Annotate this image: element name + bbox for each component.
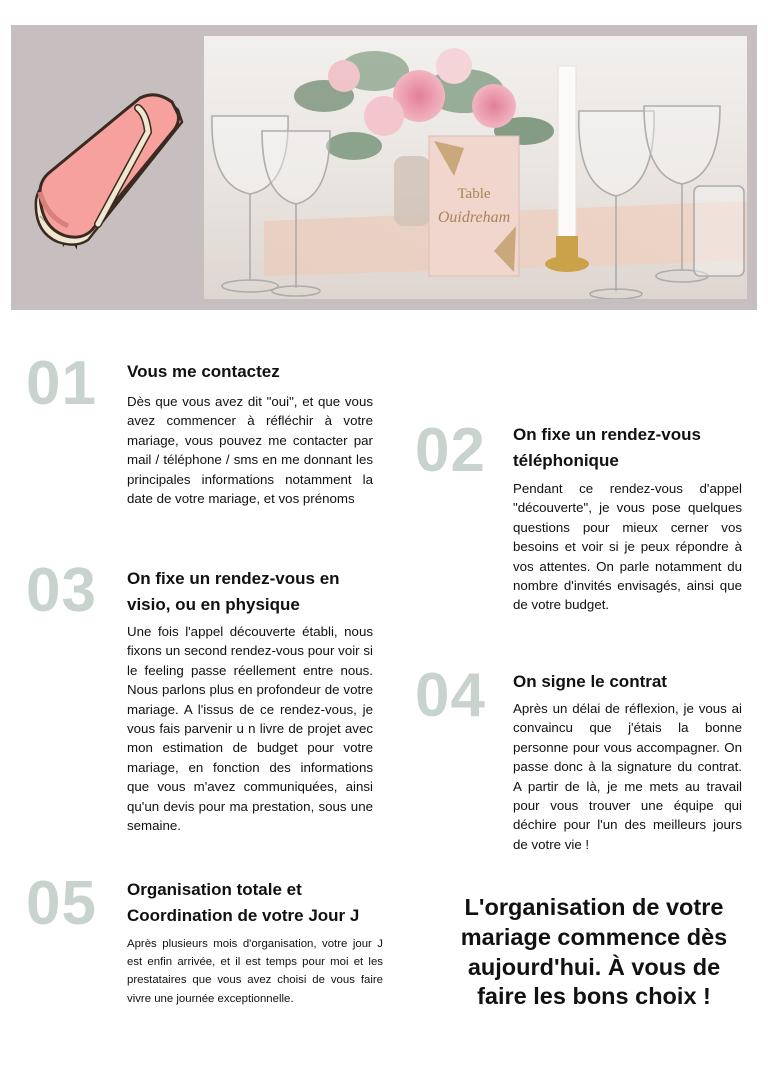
step-number: 03 [26, 556, 97, 625]
step-number: 05 [26, 869, 97, 938]
step-number: 02 [415, 416, 486, 485]
step-title: On fixe un rendez-vous téléphonique [513, 425, 701, 470]
step-title: Organisation totale et Coordination de votre Jour J [127, 880, 360, 925]
step-text: Pendant ce rendez-vous d'appel "découverte", je vous pose quelques questions pour mieux cerner vos besoins et voir si je peux répondre à vos attentes. On parle notamment du nombre d'invités envisagés, ainsi que de votre budget. [513, 481, 742, 613]
wedding-table-photo [204, 36, 747, 299]
notebook-icon [28, 92, 188, 252]
step-title: On fixe un rendez-vous en visio, ou en physique [127, 569, 340, 614]
step-number: 04 [415, 661, 486, 730]
step-number: 01 [26, 349, 97, 418]
step-text: Après un délai de réflexion, je vous ai convaincu que j'étais la bonne personne pour vous accompagner. On passe donc à la signature du contrat. A partir de là, je me mets au travail pour vous trouver une équipe qui déchire pour l'un des meilleurs jours de votre vie ! [513, 701, 742, 852]
closing-statement: L'organisation de votre mariage commence dès aujourd'hui. À vous de faire les bons choix ! [460, 894, 728, 1010]
step-text: Une fois l'appel découverte établi, nous fixons un second rendez-vous pour voir si le feeling passe réellement entre nous. Nous parlons plus en profondeur de votre mariage. A l'issus de ce rendez-vous, je vous fais parvenir u n livre de projet avec mon estimation de budget pour votre mariage, en fonction des informations que vous m'avez communiquées, ainsi qu'un devis pour ma prestation, sous une semaine. [127, 624, 373, 834]
step-title: Vous me contactez [127, 362, 280, 381]
table-card-line1: Table [457, 186, 491, 202]
table-card-line2: Ouidreham [437, 209, 511, 226]
step-text: Après plusieurs mois d'organisation, votre jour J est enfin arrivée, et il est temps pour moi et les prestataires que vous avez choisi de vous faire vivre une journée exceptionnelle. [127, 938, 383, 1005]
step-text: Dès que vous avez dit "oui", et que vous avez commencer à réfléchir à votre mariage, vous pouvez me contacter par mail / téléphone / sms en me donnant les principales informations notamment la date de votre mariage, et vos prénoms [127, 394, 373, 507]
step-title: On signe le contrat [513, 672, 667, 691]
